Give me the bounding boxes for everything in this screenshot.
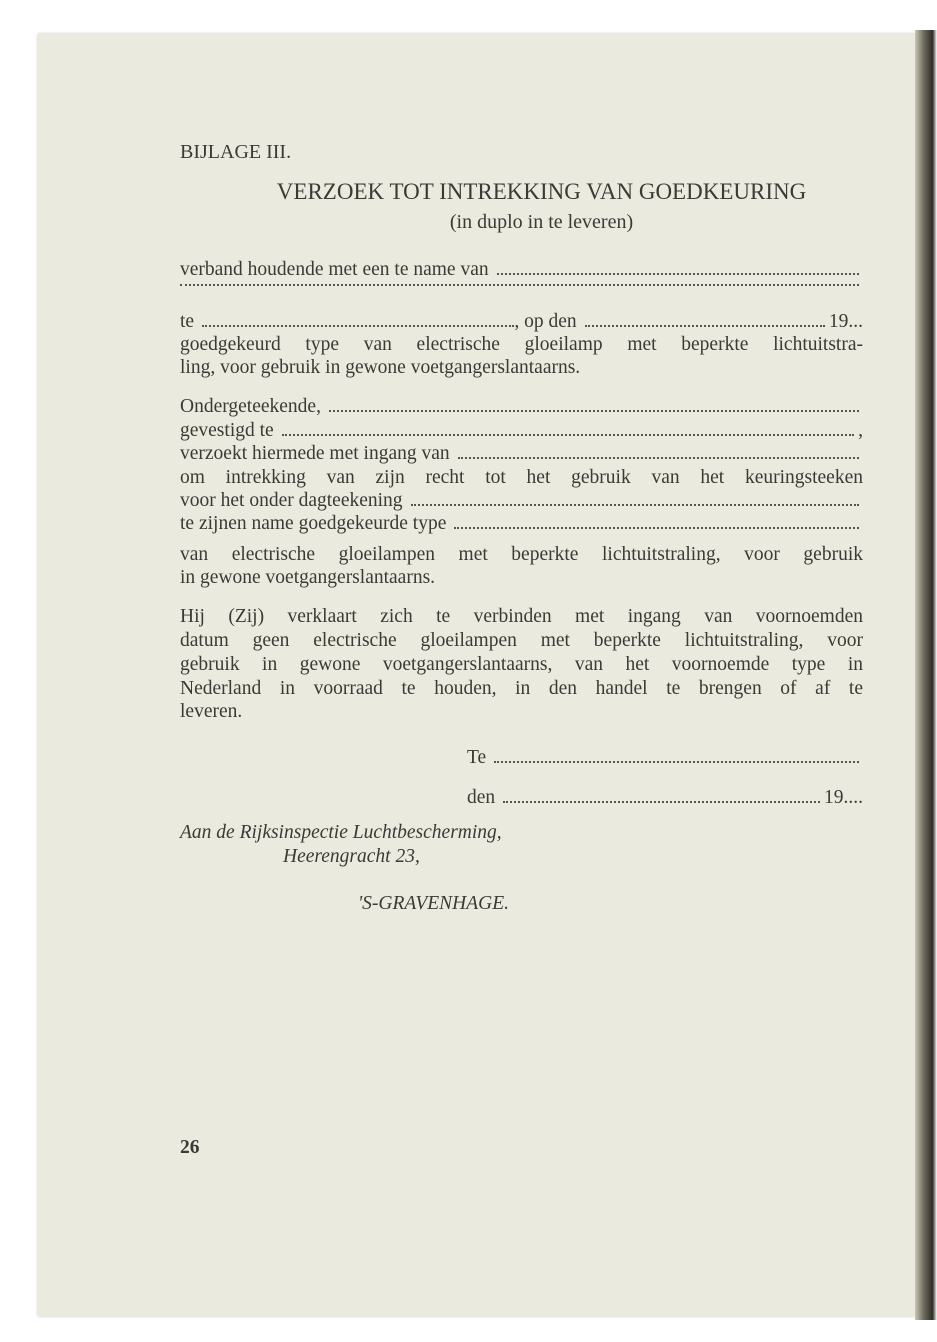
form-title: VERZOEK TOT INTREKKING VAN GOEDKEURING bbox=[276, 179, 807, 204]
text-line: ling, voor gebruik in gewone voetgangerslantaarns. bbox=[180, 357, 581, 378]
address-line: Aan de Rijksinspectie Luchtbescherming, bbox=[180, 822, 502, 843]
fill-in-field[interactable] bbox=[497, 272, 859, 275]
label: gevestigd te bbox=[180, 420, 274, 441]
fill-in-field[interactable] bbox=[454, 526, 859, 529]
address-line: Heerengracht 23, bbox=[283, 846, 420, 867]
text-line: van electrische gloeilampen met beperkte lichtuitstraling, voor gebruik bbox=[180, 544, 863, 565]
line-place-date bbox=[180, 311, 863, 333]
label: verband houdende met een te name van bbox=[180, 259, 489, 280]
fill-in-field[interactable] bbox=[585, 324, 825, 327]
text-line: om intrekking van zijn recht tot het gebruik van het keuringsteeken bbox=[180, 467, 863, 488]
label: te zijnen name goedgekeurde type bbox=[180, 513, 447, 534]
label: 19... bbox=[828, 311, 863, 332]
line-undersigned bbox=[180, 396, 863, 418]
fill-in-field[interactable] bbox=[503, 800, 820, 803]
text-line: datum geen electrische gloeilampen met beperkte lichtuitstraling, voor bbox=[180, 630, 863, 651]
line-name bbox=[180, 259, 863, 281]
line-type bbox=[180, 513, 863, 535]
text-line: gebruik in gewone voetgangerslantaarns, van het voornoemde type in bbox=[180, 654, 863, 675]
text-line: Hij (Zij) verklaart zich te verbinden met ingang van voornoemden bbox=[180, 606, 863, 627]
fill-in-field[interactable] bbox=[329, 409, 859, 412]
fill-in-field[interactable] bbox=[494, 760, 859, 763]
fill-in-field[interactable] bbox=[458, 456, 859, 459]
label: 19.... bbox=[824, 787, 863, 808]
label: Te bbox=[467, 747, 487, 768]
fill-in-field[interactable] bbox=[411, 503, 859, 506]
page-number: 26 bbox=[180, 1137, 200, 1158]
appendix-heading: BIJLAGE III. bbox=[180, 141, 292, 163]
text-line: leveren. bbox=[180, 701, 243, 722]
fill-in-field[interactable] bbox=[180, 283, 859, 286]
line-sign-place bbox=[467, 747, 863, 769]
label: te bbox=[180, 311, 195, 332]
form-subtitle: (in duplo in te leveren) bbox=[449, 211, 634, 233]
label: verzoekt hiermede met ingang van bbox=[180, 443, 450, 464]
text-line: in gewone voetgangerslantaarns. bbox=[180, 567, 436, 588]
address-city: 'S-GRAVENHAGE. bbox=[358, 893, 510, 914]
label: den bbox=[467, 787, 496, 808]
text-line: Nederland in voorraad te houden, in den handel te brengen of af te bbox=[180, 678, 863, 699]
line-dated bbox=[180, 490, 863, 512]
line-established bbox=[180, 420, 863, 442]
label: voor het onder dagteekening bbox=[180, 490, 403, 511]
page-edge bbox=[915, 30, 937, 1320]
line-blank bbox=[180, 283, 863, 291]
label: , op den bbox=[514, 311, 577, 332]
text-line: goedgekeurd type van electrische gloeilamp met beperkte lichtuitstra- bbox=[180, 334, 863, 355]
label: Ondergeteekende, bbox=[180, 396, 321, 417]
fill-in-field[interactable] bbox=[282, 433, 854, 436]
label: , bbox=[858, 420, 863, 441]
line-sign-date bbox=[467, 787, 863, 809]
line-effective bbox=[180, 443, 863, 465]
fill-in-field[interactable] bbox=[202, 324, 514, 327]
